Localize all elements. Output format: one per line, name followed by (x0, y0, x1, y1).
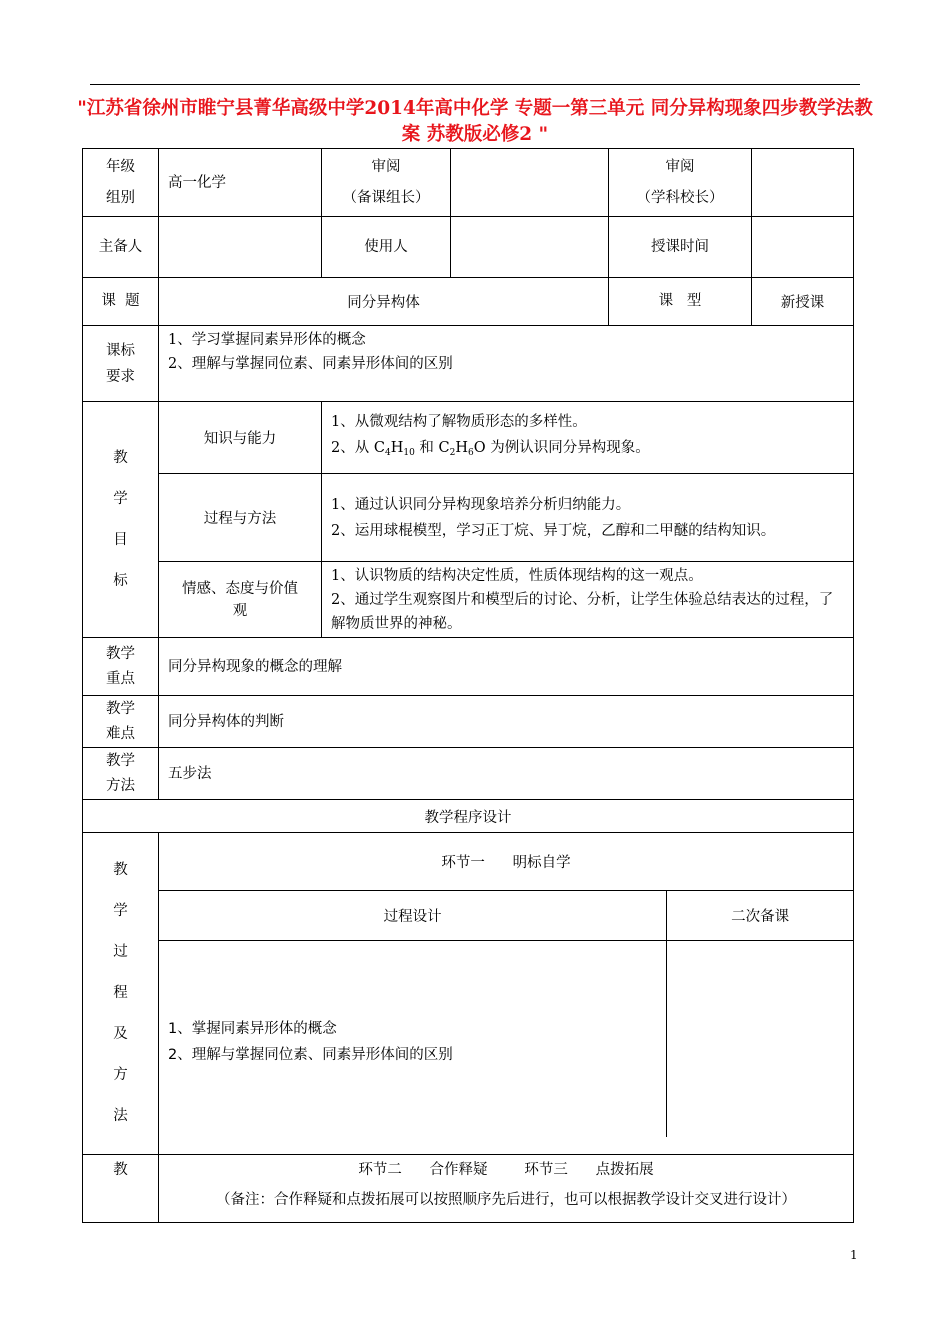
grade-value: 高一化学 (159, 149, 322, 217)
emotion-content: 1、认识物质的结构决定性质，性质体现结构的这一观点。 2、通过学生观察图片和模型后的讨论、分析，让学生体验总结表达的过程，了解物质世界的神秘。 (322, 562, 854, 638)
method-label: 教学 方法 (83, 748, 159, 800)
standards-label: 课标 要求 (83, 326, 159, 402)
stage-two-label: 教 (83, 1155, 159, 1223)
standards-content (159, 326, 854, 402)
lesson-type-label: 课 型 (609, 278, 752, 326)
difficulty-label: 教学 难点 (83, 696, 159, 748)
key-point-value: 同分异构现象的概念的理解 (159, 638, 854, 696)
key-point-label: 教学 重点 (83, 638, 159, 696)
method-value: 五步法 (159, 748, 854, 800)
lesson-type-value: 新授课 (752, 278, 854, 326)
stage-two-content (159, 1155, 854, 1223)
standards-row (83, 326, 854, 402)
second-prep-header: 二次备课 (667, 890, 853, 940)
process-label: 教 学 过 程 及 方 法 (83, 833, 159, 1155)
stage-two-row (83, 1155, 854, 1223)
objective-process-row (83, 474, 854, 562)
date-value (752, 217, 854, 278)
user-value (451, 217, 609, 278)
objective-knowledge-row (83, 402, 854, 474)
grade-label: 年级 组别 (83, 149, 159, 217)
program-design-row (83, 800, 854, 833)
objectives-label: 教 学 目 标 (83, 402, 159, 638)
program-design-heading: 教学程序设计 (83, 800, 854, 833)
process-row (83, 833, 854, 1155)
reviewer-principal-label: 审阅 （学科校长） (609, 149, 752, 217)
preparer-label: 主备人 (83, 217, 159, 278)
knowledge-label: 知识与能力 (159, 402, 322, 474)
topic-row (83, 278, 854, 326)
standards-item: 1、学习掌握同素异形体的概念 (168, 332, 366, 348)
design-header: 过程设计 (159, 890, 667, 940)
emotion-label: 情感、态度与价值 观 (159, 562, 322, 638)
knowledge-content: 1、从微观结构了解物质形态的多样性。 2、从 $C_4H_{10}$ 和 $C_2H_6O$ 为例认识同分异构现象。 (322, 402, 854, 474)
date-label: 授课时间 (609, 217, 752, 278)
preparer-value (159, 217, 322, 278)
process-inner-table (159, 833, 853, 1137)
difficulty-row (83, 696, 854, 748)
grade-row (83, 149, 854, 217)
design-item: 2、理解与掌握同位素、同素异形体间的区别 (168, 1046, 453, 1063)
standards-item: 2、理解与掌握同位素、同素异形体间的区别 (168, 356, 453, 372)
stage-note: （备注：合作释疑和点拨拓展可以按照顺序先后进行，也可以根据教学设计交叉进行设计） (216, 1192, 796, 1208)
topic-value: 同分异构体 (159, 278, 609, 326)
difficulty-value: 同分异构体的判断 (159, 696, 854, 748)
preparer-row (83, 217, 854, 278)
method-row (83, 748, 854, 800)
process-method-content: 1、通过认识同分异构现象培养分析归纳能力。 2、运用球棍模型，学习正丁烷、异丁烷，乙醇和二甲醚的结构知识。 (322, 474, 854, 562)
page-number: 1 (850, 1248, 858, 1262)
process-method-label: 过程与方法 (159, 474, 322, 562)
process-content (159, 833, 854, 1155)
reviewer-group-value (451, 149, 609, 217)
lesson-plan-table (82, 148, 854, 1223)
user-label: 使用人 (322, 217, 451, 278)
header-rule (90, 84, 860, 85)
reviewer-principal-value (752, 149, 854, 217)
second-prep-content (667, 940, 853, 1137)
reviewer-group-label: 审阅 （备课组长） (322, 149, 451, 217)
stage-two-heading: 环节二 合作释疑 环节三 点拨拓展 (358, 1162, 654, 1178)
document-title: "江苏省徐州市睢宁县菁华高级中学2014年高中化学 专题一第三单元 同分异构现象四步教学法教案 苏教版必修2 " (77, 98, 873, 145)
design-item: 1、掌握同素异形体的概念 (168, 1020, 337, 1037)
objective-emotion-row (83, 562, 854, 638)
stage-one-heading: 环节一 明标自学 (159, 833, 853, 890)
key-point-row (83, 638, 854, 696)
topic-label: 课 题 (83, 278, 159, 326)
design-content (159, 940, 667, 1137)
